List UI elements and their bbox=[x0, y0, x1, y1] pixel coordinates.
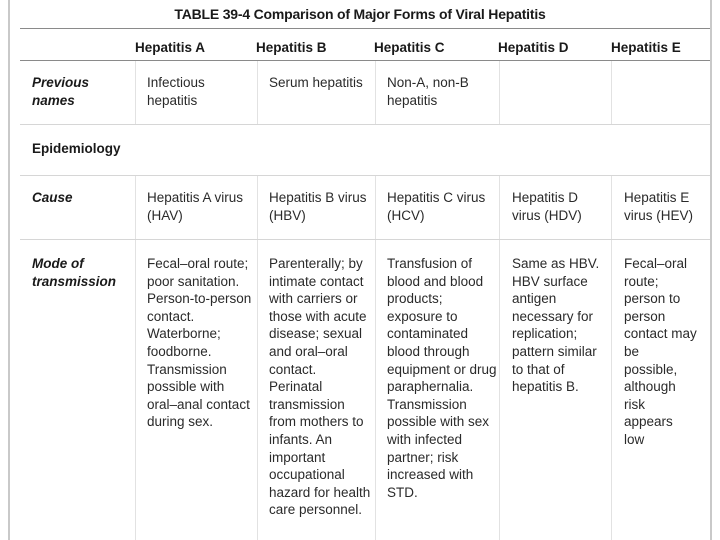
table-title: TABLE 39-4 Comparison of Major Forms of Viral Hepatitis bbox=[174, 6, 546, 22]
column-header-hepatitis-c: Hepatitis C bbox=[374, 40, 445, 55]
row-label-mode-of-transmission: Mode of transmission bbox=[32, 256, 117, 289]
row-label-cause: Cause bbox=[32, 190, 73, 205]
column-divider bbox=[375, 176, 376, 540]
column-divider bbox=[611, 176, 612, 540]
column-header-hepatitis-d: Hepatitis D bbox=[498, 40, 569, 55]
section-heading-epidemiology: Epidemiology bbox=[32, 141, 121, 156]
cause-hepatitis-a: Hepatitis A virus (HAV) bbox=[147, 190, 244, 223]
cause-hepatitis-c: Hepatitis C virus (HCV) bbox=[387, 190, 486, 223]
column-header-hepatitis-a: Hepatitis A bbox=[135, 40, 206, 55]
title-rule bbox=[20, 28, 710, 29]
column-divider bbox=[135, 61, 136, 124]
column-divider bbox=[257, 61, 258, 124]
column-divider bbox=[611, 61, 612, 124]
row-rule bbox=[20, 175, 710, 176]
mode-hepatitis-a: Fecal–oral route; poor sanitation. Person-to-person contact. Waterborne; foodborne. Transmission possible with oral–anal contact during sex. bbox=[147, 256, 252, 430]
column-divider bbox=[375, 61, 376, 124]
header-rule bbox=[20, 60, 710, 61]
column-divider bbox=[499, 176, 500, 540]
cause-hepatitis-e: Hepatitis E virus (HEV) bbox=[624, 190, 694, 223]
mode-hepatitis-d: Same as HBV. HBV surface antigen necessary for replication; pattern similar to that of hepatitis B. bbox=[512, 256, 600, 395]
column-divider bbox=[499, 61, 500, 124]
row-rule bbox=[20, 124, 710, 125]
previous-names-hepatitis-b: Serum hepatitis bbox=[269, 75, 363, 90]
column-header-hepatitis-b: Hepatitis B bbox=[256, 40, 327, 55]
mode-hepatitis-c: Transfusion of blood and blood products; exposure to contaminated blood through equipment or drug paraphernalia. Transmission possible with sex with infected partner; risk increased with STD. bbox=[387, 256, 497, 500]
previous-names-hepatitis-c: Non-A, non-B hepatitis bbox=[387, 75, 469, 108]
column-header-hepatitis-e: Hepatitis E bbox=[611, 40, 681, 55]
column-divider bbox=[257, 176, 258, 540]
mode-hepatitis-b: Parenterally; by intimate contact with carriers or those with acute disease; sexual and oral–oral contact. Perinatal transmission from mothers to infants. An important occupational hazard for health care personnel. bbox=[269, 256, 371, 518]
right-page-border bbox=[710, 0, 712, 540]
mode-hepatitis-e: Fecal–oral route; person to person contact may be possible, although risk appears low bbox=[624, 256, 697, 447]
left-page-border bbox=[8, 0, 10, 540]
row-label-previous-names: Previous names bbox=[32, 75, 90, 108]
previous-names-hepatitis-a: Infectious hepatitis bbox=[147, 75, 205, 108]
cause-hepatitis-d: Hepatitis D virus (HDV) bbox=[512, 190, 582, 223]
row-rule bbox=[20, 239, 710, 240]
cause-hepatitis-b: Hepatitis B virus (HBV) bbox=[269, 190, 367, 223]
column-divider bbox=[135, 176, 136, 540]
